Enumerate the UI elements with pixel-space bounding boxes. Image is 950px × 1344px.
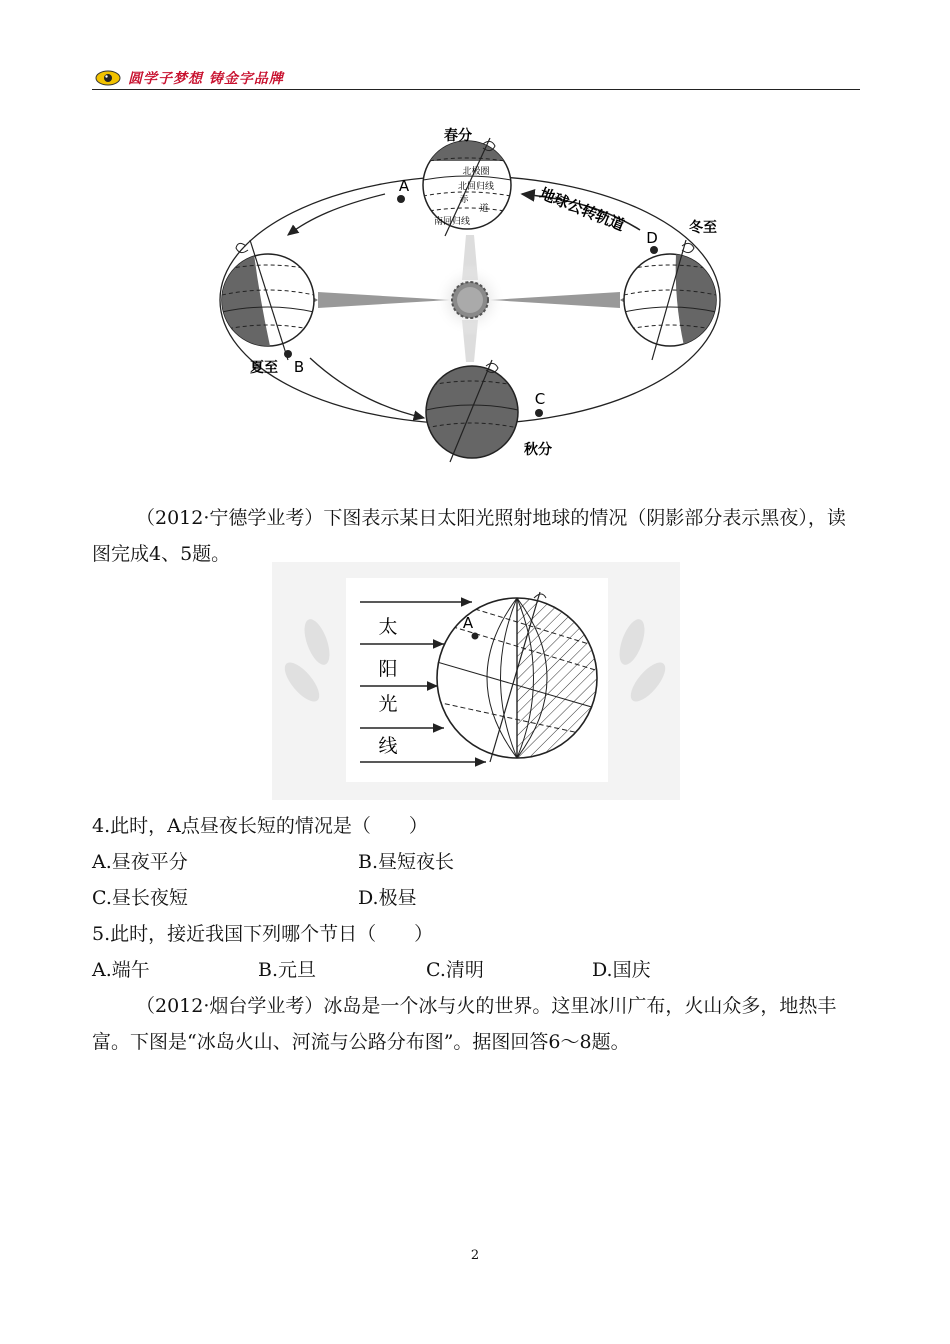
svg-text:道: 道 (479, 204, 489, 214)
svg-text:D: D (646, 229, 658, 247)
page-number: 2 (470, 1248, 480, 1263)
orbit-arrow-left (288, 194, 385, 235)
q5-option-c: C.清明 (426, 959, 484, 981)
orbit-point-d (650, 246, 658, 254)
sun-icon (434, 264, 506, 336)
q4-option-a: A.昼夜平分 (92, 851, 188, 873)
label-autumn: 秋分 (524, 442, 552, 458)
brand-slogan: 圆学子梦想 铸金字品牌 (128, 71, 284, 87)
globe-summer-solstice (222, 240, 314, 360)
q5-option-b: B.元旦 (258, 959, 317, 981)
label-winter: 冬至 (689, 220, 717, 236)
intro-q6-q8: （2012·烟台学业考）冰岛是一个冰与火的世界。这里冰川广布，火山众多，地热丰富。下图是“冰岛火山、河流与公路分布图”。据图回答6～8题。 (92, 995, 837, 1053)
svg-text:北回归线: 北回归线 (457, 182, 495, 192)
orbit-point-c (535, 409, 543, 417)
orbit-point-b (284, 350, 292, 358)
sunlight-earth-diagram (272, 562, 680, 800)
orbit-arrow-bottom (310, 358, 424, 418)
orbit-label: 地球公转轨道 (537, 184, 628, 235)
q4-option-b: B.昼短夜长 (358, 851, 455, 873)
globe-winter-solstice (624, 240, 716, 360)
svg-text:太: 太 (378, 616, 398, 638)
svg-text:线: 线 (378, 735, 398, 757)
q5-stem: 5.此时，接近我国下列哪个节日（ ） (92, 923, 434, 945)
q4-stem: 4.此时，A点昼夜长短的情况是（ ） (92, 815, 428, 837)
q4-option-c: C.昼长夜短 (92, 887, 188, 909)
page-header (92, 62, 860, 90)
globe-autumn-equinox (426, 360, 518, 462)
svg-text:北极圈: 北极圈 (462, 167, 490, 177)
point-a-marker (472, 633, 479, 640)
header-divider (92, 89, 860, 90)
q5-option-a: A.端午 (92, 959, 150, 981)
svg-text:B: B (293, 358, 305, 376)
q5-option-d: D.国庆 (592, 959, 651, 981)
orbit-point-a (397, 195, 405, 203)
point-a-label: A (462, 614, 474, 632)
q4-option-d: D.极昼 (358, 887, 417, 909)
label-spring: 春分 (444, 128, 472, 144)
svg-text:阳: 阳 (378, 658, 398, 680)
svg-text:赤: 赤 (459, 195, 469, 205)
intro-q4-q5: （2012·宁德学业考）下图表示某日太阳光照射地球的情况（阴影部分表示黑夜），读图完成4、5题。 (92, 507, 846, 565)
brand-logo-icon (94, 68, 122, 86)
svg-text:C: C (534, 390, 546, 408)
svg-text:光: 光 (378, 693, 398, 715)
earth-revolution-diagram (200, 110, 740, 480)
label-summer: 夏至 (250, 360, 278, 376)
svg-text:南回归线: 南回归线 (433, 217, 471, 227)
globe-spring-equinox (423, 138, 511, 236)
svg-text:A: A (398, 177, 410, 195)
